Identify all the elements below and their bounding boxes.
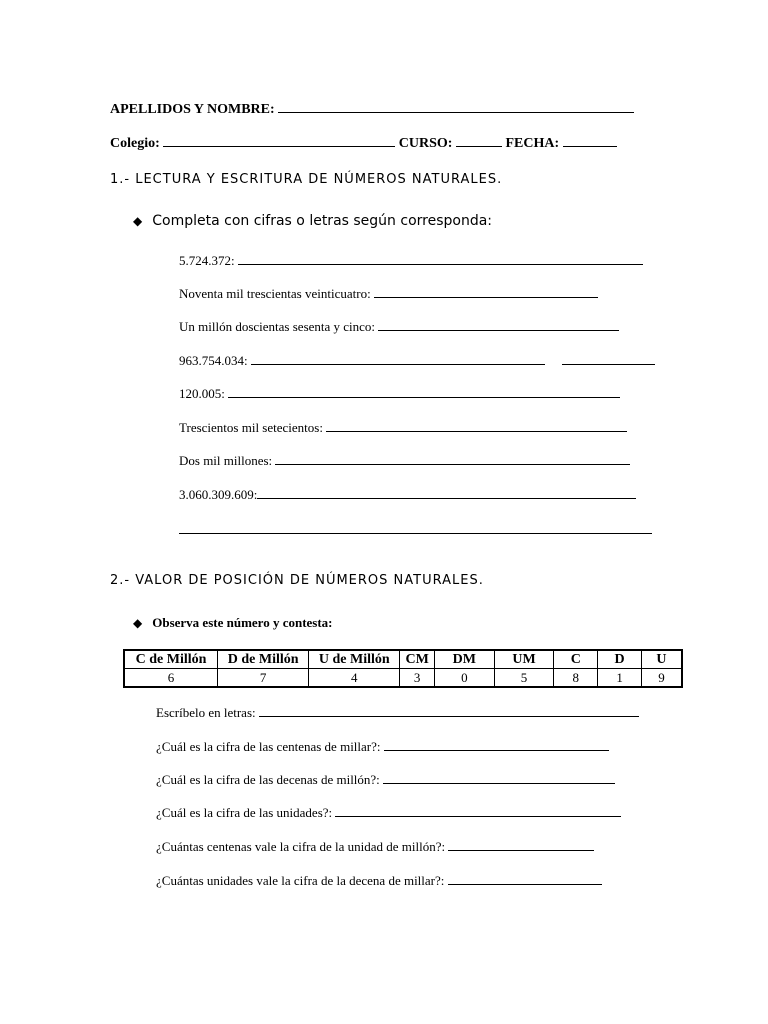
column-header: UM	[494, 650, 554, 669]
exercise-item	[179, 353, 655, 369]
table-cell: 4	[309, 669, 400, 688]
date-field[interactable]	[563, 145, 617, 147]
exercise-label: Trescientos mil setecientos:	[179, 420, 323, 435]
answer-line[interactable]	[257, 497, 636, 499]
exercise-label: 3.060.309.609:	[179, 487, 258, 502]
section2-instruction-row	[133, 615, 333, 631]
name-row	[110, 102, 634, 118]
exercise-label: Un millón doscientas sesenta y cinco:	[179, 319, 376, 334]
question-item	[156, 839, 594, 855]
exercise-item	[179, 386, 620, 402]
name-field[interactable]	[278, 111, 634, 113]
question-item	[156, 873, 602, 889]
answer-line[interactable]	[251, 363, 545, 365]
table-cell: 3	[400, 669, 435, 688]
column-header: U	[641, 650, 682, 669]
answer-line-continuation[interactable]	[179, 533, 652, 534]
question-label: ¿Cuántas centenas vale la cifra de la unidad de millón?:	[156, 839, 446, 854]
exercise-item	[179, 420, 627, 436]
question-label: Escríbelo en letras:	[156, 705, 256, 720]
answer-line[interactable]	[374, 296, 598, 298]
section2-title: 2.- VALOR DE POSICIÓN DE NÚMEROS NATURALES.	[110, 573, 484, 588]
answer-line[interactable]	[259, 715, 639, 717]
question-label: ¿Cuál es la cifra de las centenas de millar?:	[156, 739, 381, 754]
table-cell: 6	[124, 669, 218, 688]
table-header-row	[124, 650, 682, 669]
exercise-label: 963.754.034:	[179, 353, 248, 368]
name-label: APELLIDOS Y NOMBRE:	[110, 102, 275, 117]
place-value-table	[123, 649, 683, 688]
course-field[interactable]	[456, 145, 502, 147]
column-header: CM	[400, 650, 435, 669]
table-row	[124, 669, 682, 688]
section1-instruction: Completa con cifras o letras según corresponda:	[152, 213, 493, 229]
question-label: ¿Cuál es la cifra de las decenas de millón?:	[156, 772, 380, 787]
answer-line-extra[interactable]	[562, 363, 655, 365]
exercise-item	[179, 286, 598, 302]
section1-instruction-row	[133, 213, 492, 229]
course-label: CURSO:	[398, 136, 453, 151]
column-header: C	[554, 650, 598, 669]
table-cell: 8	[554, 669, 598, 688]
column-header: D de Millón	[218, 650, 309, 669]
answer-line[interactable]	[326, 430, 627, 432]
school-row	[110, 136, 617, 152]
table-cell: 7	[218, 669, 309, 688]
answer-line[interactable]	[448, 883, 602, 885]
exercise-item	[179, 453, 630, 469]
column-header: C de Millón	[124, 650, 218, 669]
exercise-item	[179, 319, 619, 335]
answer-line[interactable]	[448, 849, 594, 851]
section1-title: 1.- LECTURA Y ESCRITURA DE NÚMEROS NATURALES.	[110, 172, 503, 187]
question-item	[156, 705, 639, 721]
diamond-bullet-icon: ◆	[133, 616, 143, 630]
column-header: DM	[434, 650, 494, 669]
exercise-label: 5.724.372:	[179, 253, 235, 268]
answer-line[interactable]	[228, 396, 620, 398]
column-header: D	[598, 650, 642, 669]
answer-line[interactable]	[378, 329, 619, 331]
answer-line[interactable]	[383, 782, 615, 784]
exercise-label: Noventa mil trescientas veinticuatro:	[179, 286, 371, 301]
exercise-item	[179, 253, 643, 269]
exercise-label: Dos mil millones:	[179, 453, 273, 468]
answer-line[interactable]	[238, 263, 643, 265]
table-cell: 0	[434, 669, 494, 688]
answer-line[interactable]	[384, 749, 609, 751]
question-item	[156, 772, 615, 788]
exercise-item	[179, 487, 636, 503]
question-label: ¿Cuántas unidades vale la cifra de la decena de millar?:	[156, 873, 445, 888]
answer-line[interactable]	[335, 815, 621, 817]
date-label: FECHA:	[505, 136, 560, 151]
school-label: Colegio:	[110, 136, 160, 151]
column-header: U de Millón	[309, 650, 400, 669]
table-cell: 5	[494, 669, 554, 688]
school-field[interactable]	[163, 145, 395, 147]
diamond-bullet-icon: ◆	[133, 214, 143, 228]
table-cell: 9	[641, 669, 682, 688]
answer-line[interactable]	[275, 463, 630, 465]
question-item	[156, 805, 621, 821]
question-item	[156, 739, 609, 755]
exercise-label: 120.005:	[179, 386, 225, 401]
section2-instruction: Observa este número y contesta:	[152, 615, 333, 630]
question-label: ¿Cuál es la cifra de las unidades?:	[156, 805, 333, 820]
table-cell: 1	[598, 669, 642, 688]
